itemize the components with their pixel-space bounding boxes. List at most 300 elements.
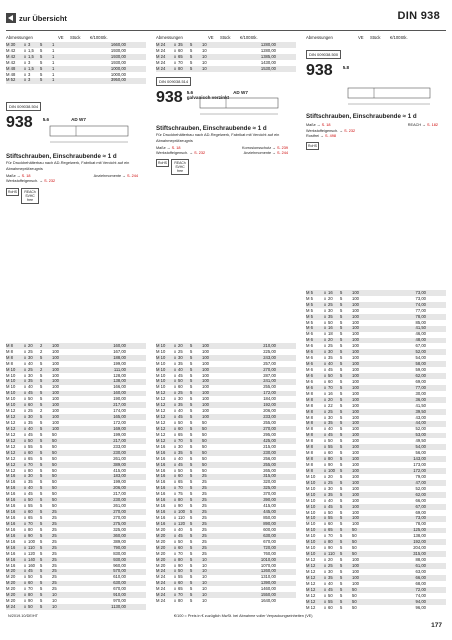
table-cell: 5 — [340, 313, 343, 319]
table-cell: 63,00 — [415, 568, 426, 574]
table-cell: x — [23, 437, 27, 443]
table-cell: M 10 — [156, 342, 166, 348]
table-cell: 5 — [40, 538, 43, 544]
table-cell: 5 — [40, 455, 43, 461]
table-cell: 50 — [28, 437, 33, 443]
table-cell: 5 — [340, 390, 343, 396]
table-cell: 120 — [178, 520, 185, 526]
table-cell: 910,00 — [113, 592, 126, 598]
table-cell: 5 — [40, 354, 43, 360]
table-cell: 66,00 — [415, 497, 426, 503]
table-cell: 5 — [340, 574, 343, 580]
table-cell: 5 — [40, 372, 43, 378]
table-cell: 50 — [352, 551, 357, 557]
table-cell: 3 — [28, 77, 31, 83]
table-cell: 630,00 — [113, 580, 126, 586]
table-cell: x — [173, 503, 177, 509]
table-cell: M 48 — [6, 65, 16, 71]
table-cell: 100 — [352, 438, 359, 444]
table-cell: M 16 — [156, 520, 166, 526]
table-cell: 5 — [190, 354, 193, 360]
table-cell: 5 — [340, 289, 343, 295]
table-cell: 5 — [190, 449, 193, 455]
table-row — [6, 78, 146, 84]
ref-link[interactable]: S. 232 — [44, 178, 56, 183]
table-cell: 600,00 — [263, 526, 276, 532]
table-cell: 225,00 — [263, 348, 276, 354]
table-cell: M 52 — [6, 77, 16, 83]
table-cell: x — [23, 515, 27, 521]
table-cell: M 16 — [156, 497, 166, 503]
table-cell: 50 — [28, 574, 33, 580]
table-cell: 5 — [40, 479, 43, 485]
table-cell: 5 — [340, 462, 343, 468]
ref-link[interactable]: S. 232 — [194, 150, 206, 155]
table-cell: x — [23, 598, 27, 604]
table-cell: 5 — [40, 65, 43, 71]
table-cell: x — [323, 444, 327, 450]
table-cell: M 10 — [156, 372, 166, 378]
table-cell: M 24 — [156, 53, 166, 59]
table-cell: 5 — [190, 526, 193, 532]
table-cell: M 6 — [306, 337, 313, 343]
table-cell: 270,00 — [263, 425, 276, 431]
table-cell: M 8 — [306, 408, 313, 414]
table-cell: x — [23, 497, 27, 503]
ref-link[interactable]: S. 18 — [171, 145, 181, 150]
table-cell: 5 — [190, 384, 193, 390]
table-cell: M 8 — [306, 396, 313, 402]
table-cell: 5 — [340, 527, 343, 533]
table-cell: 100 — [352, 456, 359, 462]
table-cell: x — [173, 515, 177, 521]
table-cell: 50 — [202, 467, 207, 473]
table-cell: 5 — [340, 473, 343, 479]
table-cell: M 16 — [156, 509, 166, 515]
table-cell: x — [323, 527, 327, 533]
table-cell: 120 — [28, 550, 35, 556]
table-cell: 100 — [202, 372, 209, 378]
table-cell: 670,00 — [113, 586, 126, 592]
table-cell: x — [23, 402, 27, 408]
table-cell: M 12 — [6, 467, 16, 473]
table-cell: M 12 — [6, 461, 16, 467]
table-cell: 370,00 — [263, 491, 276, 497]
table-cell: 25 — [202, 520, 207, 526]
table-cell: 25 — [28, 366, 33, 372]
table-cell: 5 — [190, 503, 193, 509]
table-cell: 10 — [202, 586, 207, 592]
table-cell: M 16 — [6, 550, 16, 556]
table-cell: 5 — [340, 384, 343, 390]
table-cell: 35 — [328, 355, 333, 361]
table-cell: M 10 — [306, 491, 316, 497]
table-cell: 1550,00 — [260, 592, 276, 598]
table-cell: 100 — [352, 562, 359, 568]
table-cell: 3 — [28, 59, 31, 65]
table-cell: 50 — [178, 420, 183, 426]
table-cell: x — [173, 396, 177, 402]
table-cell: 55 — [28, 503, 33, 509]
table-cell: 45 — [328, 367, 333, 373]
table-cell: x — [323, 450, 327, 456]
table-cell: 5 — [340, 414, 343, 420]
table-cell: 100 — [352, 384, 359, 390]
table-cell: 5 — [40, 562, 43, 568]
table-cell: 50 — [28, 497, 33, 503]
table-cell: x — [173, 491, 177, 497]
table-cell: M 12 — [156, 402, 166, 408]
table-cell: 35 — [328, 420, 333, 426]
table-cell: M 16 — [156, 473, 166, 479]
table-cell: x — [173, 65, 177, 71]
table-cell: 5 — [40, 425, 43, 431]
table-cell: 100 — [52, 366, 59, 372]
table-cell: M 10 — [306, 497, 316, 503]
strength-grade: 5.6 — [186, 90, 194, 95]
table-cell: 5 — [190, 544, 193, 550]
table-cell: 50 — [28, 396, 33, 402]
table-cell: 25 — [178, 348, 183, 354]
table-cell: x — [173, 59, 177, 65]
table-cell: M 6 — [306, 349, 313, 355]
table-cell: 5 — [340, 402, 343, 408]
finish-label-2: galvanisch verzinkt — [186, 95, 230, 100]
table-cell: x — [23, 378, 27, 384]
table-cell: 100 — [202, 348, 209, 354]
table-cell: 90 — [328, 462, 333, 468]
ref-link[interactable]: S. 244 — [127, 173, 138, 178]
table-cell: 69,00 — [415, 509, 426, 515]
table-cell: 5 — [40, 431, 43, 437]
table-cell: M 24 — [156, 65, 166, 71]
table-cell: 389,00 — [113, 538, 126, 544]
table-cell: x — [323, 592, 327, 598]
table-cell: 40 — [178, 526, 183, 532]
table-cell: 50 — [202, 425, 207, 431]
table-cell: x — [173, 384, 177, 390]
table-cell: 890,00 — [263, 520, 276, 526]
table-cell: x — [323, 473, 327, 479]
table-cell: 60 — [28, 402, 33, 408]
ref-link[interactable]: S. 232 — [344, 128, 356, 133]
table-right — [306, 290, 446, 611]
table-cell: 100 — [352, 378, 359, 384]
table-cell: x — [173, 41, 177, 47]
table-cell: x — [173, 378, 177, 384]
col-header-dim: Abmessungen — [6, 35, 33, 40]
table-cell: 100 — [52, 342, 59, 348]
table-cell: 5 — [40, 550, 43, 556]
table-cell: 100 — [352, 491, 359, 497]
table-cell: 50 — [352, 527, 357, 533]
table-cell: 5 — [40, 396, 43, 402]
table-cell: 70 — [328, 533, 333, 539]
table-cell: 230,00 — [263, 449, 276, 455]
table-cell: 25 — [52, 515, 57, 521]
table-cell: 1310,00 — [260, 574, 276, 580]
table-cell: 5 — [340, 521, 343, 527]
table-cell: x — [173, 532, 177, 538]
table-cell: 1390,00 — [260, 580, 276, 586]
ref-links: Maße → S. 18 Korrosionsschutz → S. 239 — [156, 145, 288, 150]
table-cell: 5 — [340, 444, 343, 450]
table-cell: 5 — [340, 562, 343, 568]
din-article-box: DIN 009038.514 — [156, 77, 191, 86]
table-cell: x — [323, 462, 327, 468]
table-cell: 210,00 — [263, 342, 276, 348]
table-cell: 100 — [52, 390, 59, 396]
table-cell: 10 — [202, 41, 207, 47]
table-cell: 66,00 — [415, 574, 426, 580]
table-cell: x — [323, 580, 327, 586]
table-cell: 5 — [340, 485, 343, 491]
table-cell: 96,00 — [415, 604, 426, 610]
table-cell: 5 — [40, 532, 43, 538]
table-cell: x — [323, 604, 327, 610]
table-cell: x — [23, 544, 27, 550]
table-left — [6, 343, 146, 610]
table-cell: x — [323, 467, 327, 473]
table-cell: 16 — [328, 390, 333, 396]
table-cell: 100 — [202, 342, 209, 348]
col-header-ve: VE — [208, 35, 214, 40]
table-cell: 5 — [340, 568, 343, 574]
table-cell: x — [323, 491, 327, 497]
table-cell: 50 — [178, 568, 183, 574]
table-cell: 270,00 — [263, 366, 276, 372]
table-cell: 5 — [40, 503, 43, 509]
badges — [306, 142, 446, 160]
table-cell: 25 — [202, 538, 207, 544]
table-cell: 5 — [340, 337, 343, 343]
table-cell: 5 — [190, 538, 193, 544]
table-cell: x — [173, 598, 177, 604]
table-cell: 25 — [328, 408, 333, 414]
table-cell: 80 — [178, 598, 183, 604]
table-cell: x — [23, 491, 27, 497]
table-cell: 5 — [40, 59, 43, 65]
ref-link[interactable]: S. 239 — [277, 145, 288, 150]
table-cell: 48,00 — [415, 337, 426, 343]
table-cell: x — [23, 449, 27, 455]
table-cell: 5 — [40, 604, 43, 610]
table-cell: 172,00 — [113, 420, 126, 426]
table-cell: 65 — [178, 586, 183, 592]
table-cell: 46,00 — [415, 331, 426, 337]
table-cell: x — [23, 479, 27, 485]
table-cell: x — [173, 402, 177, 408]
table-cell: 25 — [28, 408, 33, 414]
table-cell: 5 — [40, 485, 43, 491]
table-cell: 5 — [40, 420, 43, 426]
table-mid — [156, 343, 296, 604]
table-cell: x — [23, 473, 27, 479]
table-cell: 73,00 — [415, 515, 426, 521]
footer-code: N/2019.10/DE/HT — [8, 614, 38, 618]
table-cell: 10 — [202, 556, 207, 562]
col-header-stk: Stück — [370, 35, 381, 40]
table-cell: 5 — [40, 378, 43, 384]
table-cell: 1930,00 — [110, 59, 126, 65]
table-cell: 5 — [340, 301, 343, 307]
table-cell: 100 — [352, 473, 359, 479]
table-cell: 5 — [190, 467, 193, 473]
table-cell: 40 — [178, 408, 183, 414]
table-cell: x — [23, 53, 27, 59]
table-cell: 100 — [52, 348, 59, 354]
table-cell: x — [23, 420, 27, 426]
product-title: Stiftschrauben, Einschraubende ≈ 1 d — [6, 153, 117, 160]
ref-links-2: Werkstoffeigensch. → S. 232 — [306, 128, 356, 133]
table-cell: 287,00 — [263, 372, 276, 378]
table-cell: x — [173, 449, 177, 455]
table-cell: 199,00 — [113, 479, 126, 485]
table-cell: 25 — [202, 491, 207, 497]
table-cell: x — [173, 473, 177, 479]
back-arrow-icon — [6, 13, 16, 23]
table-cell: x — [323, 367, 327, 373]
table-cell: 60 — [178, 580, 183, 586]
table-cell: 53,00 — [415, 432, 426, 438]
table-cell: 100 — [352, 367, 359, 373]
table-cell: M 12 — [6, 431, 16, 437]
table-cell: 50 — [352, 539, 357, 545]
table-cell: 2 — [40, 348, 43, 354]
table-cell: M 20 — [156, 538, 166, 544]
table-cell: 233,00 — [263, 414, 276, 420]
table-cell: M 8 — [306, 438, 313, 444]
table-cell: 70 — [178, 592, 183, 598]
table-cell: 5 — [190, 473, 193, 479]
table-cell: 215,00 — [263, 443, 276, 449]
table-cell: M 12 — [306, 562, 316, 568]
table-cell: x — [23, 586, 27, 592]
table-cell: x — [173, 467, 177, 473]
rohs-badge: RoHS — [308, 144, 318, 149]
table-cell: 35 — [328, 574, 333, 580]
ref-link[interactable]: S. 244 — [277, 150, 288, 155]
table-cell: 20 — [178, 342, 183, 348]
table-cell: 5 — [340, 408, 343, 414]
table-cell: 45 — [28, 431, 33, 437]
table-cell: 5 — [190, 41, 193, 47]
table-cell: 50 — [352, 598, 357, 604]
table-cell: 50 — [52, 431, 57, 437]
table-cell: 5 — [340, 295, 343, 301]
table-cell: 100 — [202, 384, 209, 390]
table-cell: 243,00 — [263, 354, 276, 360]
table-cell: 5 — [190, 53, 193, 59]
ref-link[interactable]: S. 18 — [21, 173, 31, 178]
table-cell: x — [23, 65, 27, 71]
table-cell: 1000,00 — [110, 71, 126, 77]
table-cell: 5 — [340, 533, 343, 539]
table-cell: 204,00 — [413, 545, 426, 551]
table-cell: 25 — [202, 550, 207, 556]
table-cell: x — [23, 354, 27, 360]
table-cell: 100 — [202, 414, 209, 420]
table-cell: 5 — [190, 568, 193, 574]
table-cell: 188,00 — [113, 354, 126, 360]
table-cell: 206,00 — [263, 408, 276, 414]
table-cell: 40 — [178, 455, 183, 461]
table-cell: 88,00 — [415, 557, 426, 563]
table-cell: 5 — [190, 586, 193, 592]
table-cell: x — [323, 408, 327, 414]
table-cell: x — [323, 533, 327, 539]
table-cell: 50 — [202, 420, 207, 426]
table-cell: 60 — [178, 425, 183, 431]
table-cell: 50 — [352, 586, 357, 592]
table-cell: 100 — [352, 313, 359, 319]
table-cell: 68,00 — [415, 580, 426, 586]
table-cell: 261,00 — [113, 455, 126, 461]
table-cell: 5 — [190, 59, 193, 65]
table-cell: 5 — [40, 360, 43, 366]
table-cell: 5 — [40, 414, 43, 420]
table-cell: M 42 — [6, 59, 16, 65]
table-cell: 72,00 — [415, 586, 426, 592]
table-cell: M 10 — [306, 527, 316, 533]
table-cell: 5 — [190, 515, 193, 521]
table-cell: 100 — [52, 408, 59, 414]
table-cell: 230,00 — [113, 449, 126, 455]
table-cell: 445,00 — [263, 509, 276, 515]
table-row — [6, 604, 146, 610]
table-cell: 50 — [52, 443, 57, 449]
table-cell: x — [323, 289, 327, 295]
table-cell: 5 — [190, 443, 193, 449]
table-cell: 25 — [52, 550, 57, 556]
table-cell: x — [23, 41, 27, 47]
table-cell: 100 — [352, 515, 359, 521]
table-cell: 70 — [178, 59, 183, 65]
table-cell: 50 — [52, 437, 57, 443]
table-cell: x — [323, 372, 327, 378]
table-cell: M 10 — [156, 348, 166, 354]
table-cell: 183,00 — [113, 473, 126, 479]
table-cell: 199,00 — [113, 360, 126, 366]
table-cell: 45 — [28, 568, 33, 574]
table-cell: M 42 — [6, 47, 16, 53]
ref-link[interactable]: S. 18 — [321, 123, 331, 128]
table-cell: x — [323, 574, 327, 580]
table-cell: 230,00 — [113, 497, 126, 503]
table-cell: x — [23, 509, 27, 515]
table-cell: 10 — [202, 574, 207, 580]
table-cell: x — [323, 343, 327, 349]
col-header-price: €/100Stk. — [240, 35, 258, 40]
table-cell: 100 — [202, 378, 209, 384]
table-cell: x — [23, 384, 27, 390]
table-cell: x — [23, 592, 27, 598]
table-cell: M 16 — [6, 562, 16, 568]
table-cell: 100 — [352, 331, 359, 337]
table-cell: M 8 — [6, 360, 13, 366]
ref-link[interactable]: S. 498 — [325, 134, 336, 139]
table-cell: 43,00 — [415, 414, 426, 420]
product-text-mid — [156, 125, 296, 177]
table-cell: 50 — [328, 438, 333, 444]
ref-link[interactable]: S. 182 — [427, 123, 438, 128]
product-desc: Für Druckbehälterbau nach AD-Regelwerk, Fabrikat mit Vercicht auf ein Abnahmeprüfzeugnis — [6, 160, 130, 171]
table-cell: M 6 — [306, 355, 313, 361]
back-to-overview-link[interactable] — [6, 13, 67, 23]
table-top-left — [6, 42, 146, 84]
table-cell: 270,00 — [113, 509, 126, 515]
table-cell: 45 — [328, 432, 333, 438]
